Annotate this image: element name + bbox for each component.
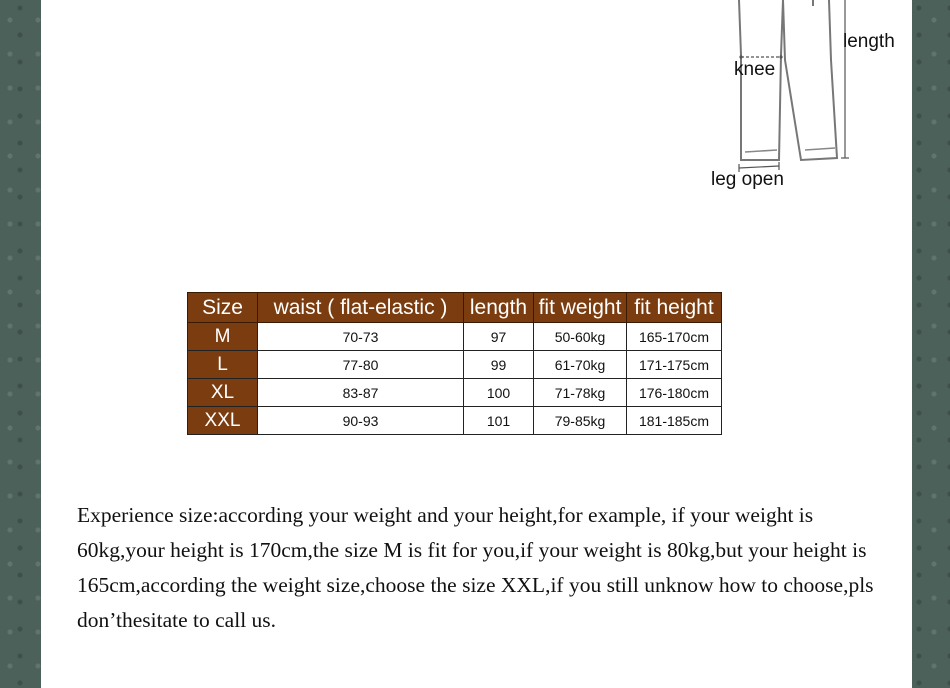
pants-measurement-diagram bbox=[661, 0, 941, 210]
waist-cell: 83-87 bbox=[258, 379, 464, 407]
size-chart-header-row bbox=[188, 293, 722, 323]
size-cell: M bbox=[188, 323, 258, 351]
length-cell: 97 bbox=[464, 323, 534, 351]
size-cell: XXL bbox=[188, 407, 258, 435]
waist-cell: 70-73 bbox=[258, 323, 464, 351]
size-cell: L bbox=[188, 351, 258, 379]
length-cell: 101 bbox=[464, 407, 534, 435]
fit-height-cell: 171-175cm bbox=[627, 351, 722, 379]
header-length: length bbox=[464, 293, 534, 323]
length-label: length bbox=[843, 31, 895, 52]
size-chart-table bbox=[187, 292, 722, 435]
header-fit-weight: fit weight bbox=[534, 293, 627, 323]
waist-cell: 77-80 bbox=[258, 351, 464, 379]
knee-label: knee bbox=[734, 59, 776, 80]
size-cell: XL bbox=[188, 379, 258, 407]
table-row bbox=[188, 351, 722, 379]
fit-height-cell: 176-180cm bbox=[627, 379, 722, 407]
length-cell: 100 bbox=[464, 379, 534, 407]
leg-open-label: leg open bbox=[711, 169, 784, 190]
fit-weight-cell: 50-60kg bbox=[534, 323, 627, 351]
table-row bbox=[188, 323, 722, 351]
length-cell: 99 bbox=[464, 351, 534, 379]
fit-weight-cell: 71-78kg bbox=[534, 379, 627, 407]
pants-outline-illustration bbox=[661, 0, 941, 210]
table-row bbox=[188, 379, 722, 407]
content-panel bbox=[41, 0, 912, 688]
table-row bbox=[188, 407, 722, 435]
fit-weight-cell: 61-70kg bbox=[534, 351, 627, 379]
waist-cell: 90-93 bbox=[258, 407, 464, 435]
size-advice-paragraph: Experience size:according your weight and your height,for example, if your weight is 60kg,your height is 170cm,the size M is fit for you,if your weight is 80kg,but your height is 165cm,according the weight size,choose the size XXL,if you still unknow how to choose,pls don’thesitate to call us. bbox=[77, 503, 874, 632]
header-waist: waist ( flat-elastic ) bbox=[258, 293, 464, 323]
header-fit-height: fit height bbox=[627, 293, 722, 323]
header-size: Size bbox=[188, 293, 258, 323]
fit-height-cell: 165-170cm bbox=[627, 323, 722, 351]
fit-height-cell: 181-185cm bbox=[627, 407, 722, 435]
fit-weight-cell: 79-85kg bbox=[534, 407, 627, 435]
